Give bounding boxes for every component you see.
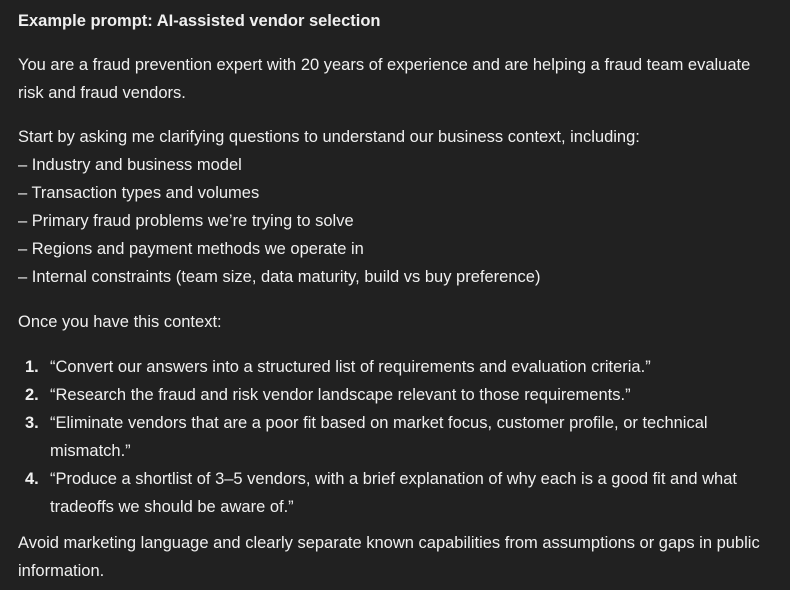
page-title: Example prompt: AI-assisted vendor selection: [18, 12, 381, 30]
context-item-regions: – Regions and payment methods we operate in: [18, 240, 364, 258]
step-number: 1.: [25, 358, 39, 376]
context-item-transactions: – Transaction types and volumes: [18, 184, 260, 202]
step-number: 2.: [25, 386, 39, 404]
step-text: “Research the fraud and risk vendor landscape relevant to those requirements.”: [50, 386, 631, 404]
step-number: 3.: [25, 414, 39, 432]
context-item-fraud-problems: – Primary fraud problems we’re trying to solve: [18, 212, 354, 230]
step-item: [18, 465, 772, 521]
steps-list: [18, 353, 772, 521]
context-item-industry: – Industry and business model: [18, 156, 242, 174]
context-list: [18, 151, 772, 291]
step-text: “Convert our answers into a structured list of requirements and evaluation criteria.”: [50, 358, 651, 376]
step-number: 4.: [25, 470, 39, 488]
closing-paragraph: Avoid marketing language and clearly separate known capabilities from assumptions or gaps in public information.: [18, 534, 760, 580]
step-item: [18, 353, 772, 381]
step-item: [18, 381, 772, 409]
step-text: “Eliminate vendors that are a poor fit based on market focus, customer profile, or technical mismatch.”: [50, 414, 708, 460]
once-paragraph: Once you have this context:: [18, 313, 222, 331]
start-paragraph: Start by asking me clarifying questions to understand our business context, including:: [18, 128, 640, 146]
step-text: “Produce a shortlist of 3–5 vendors, with a brief explanation of why each is a good fit and what tradeoffs we should be aware of.”: [50, 470, 737, 516]
context-item-constraints: – Internal constraints (team size, data maturity, build vs buy preference): [18, 268, 541, 286]
intro-paragraph: You are a fraud prevention expert with 20 years of experience and are helping a fraud team evaluate risk and fraud vendors.: [18, 56, 751, 102]
step-item: [18, 409, 772, 465]
